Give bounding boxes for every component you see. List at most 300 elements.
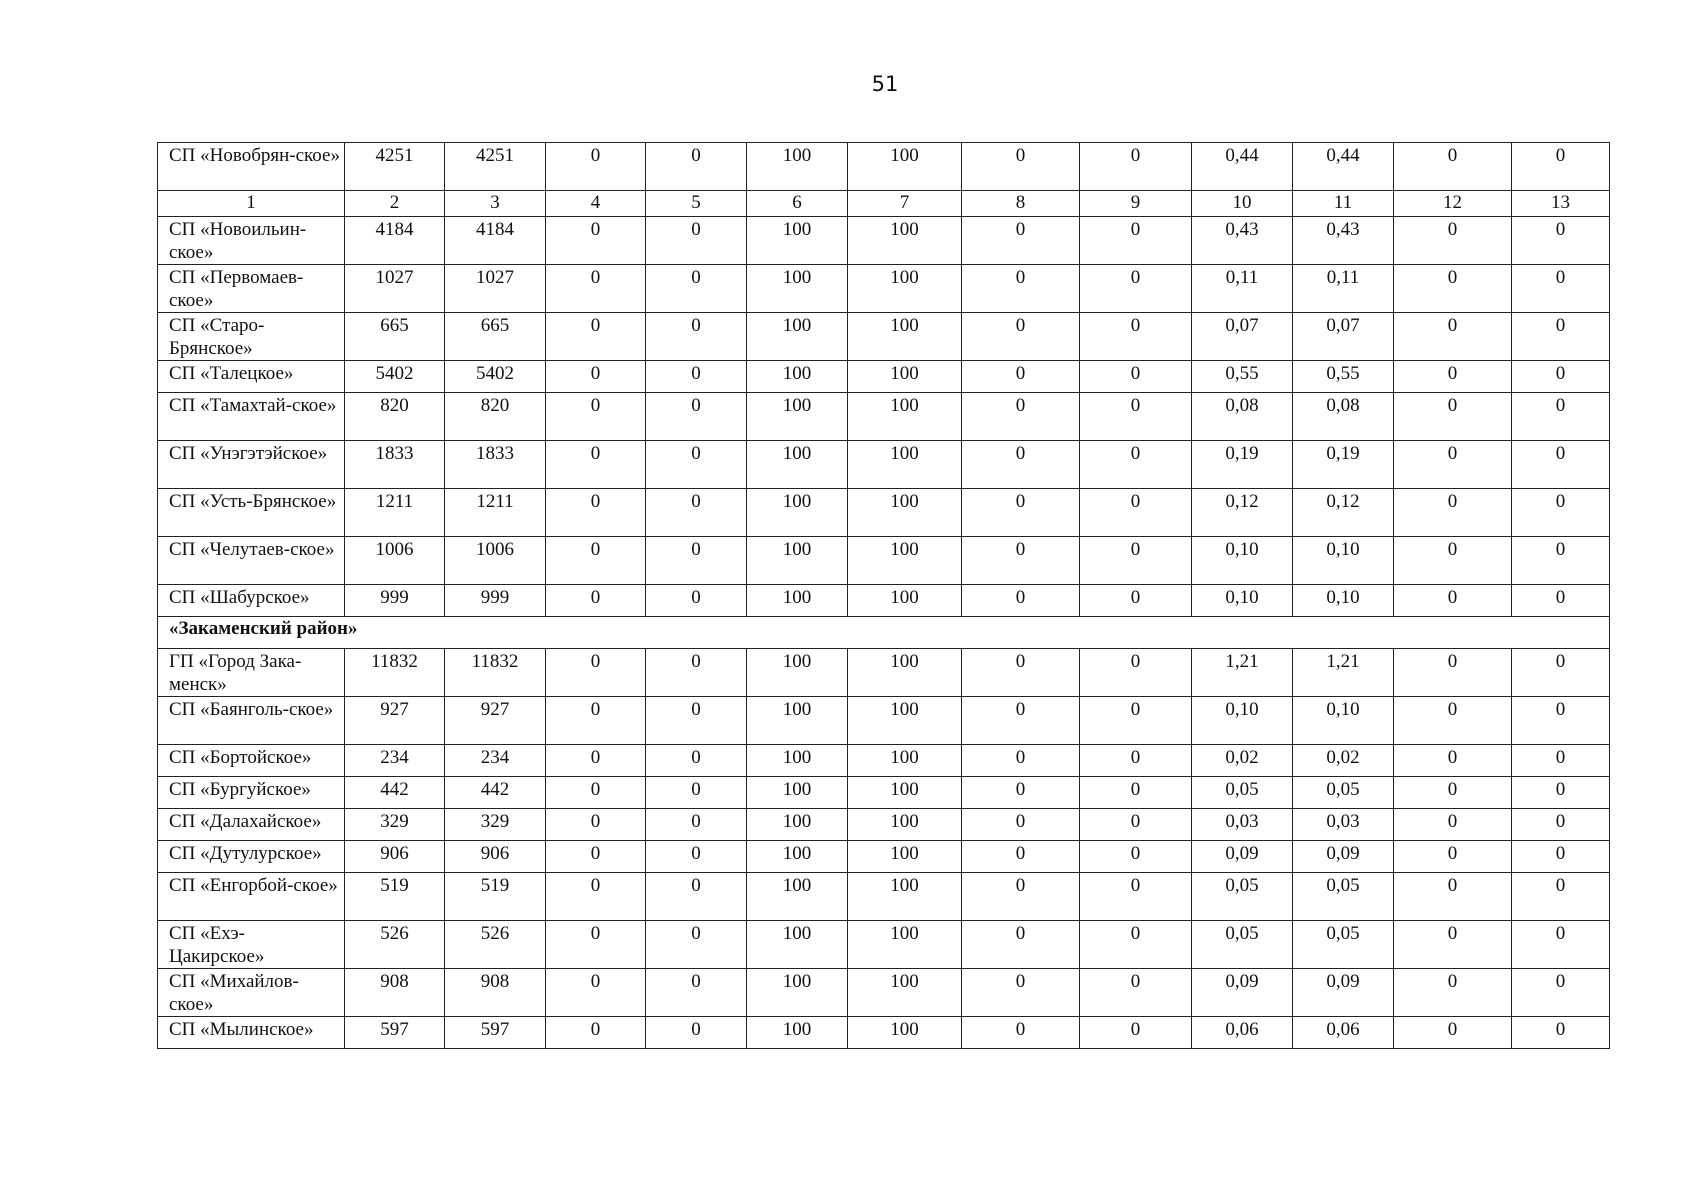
- cell-value: 100: [782, 699, 812, 720]
- value-cell-col-9: [1080, 777, 1192, 809]
- value-cell-col-11: [1293, 921, 1394, 969]
- value-cell-col-4: [546, 217, 646, 265]
- value-cell-col-7: [848, 777, 962, 809]
- value-cell-col-9: [1080, 217, 1192, 265]
- value-cell-col-6: [747, 841, 848, 873]
- value-cell-col-7: [848, 537, 962, 585]
- value-cell-col-7: [848, 143, 962, 191]
- value-cell-col-3: [445, 921, 546, 969]
- cell-value: 0: [1130, 699, 1141, 720]
- value-cell-col-8: [962, 489, 1080, 537]
- cell-value: 0,10: [1326, 539, 1360, 560]
- value-cell-col-13: [1512, 393, 1610, 441]
- value-cell-col-6: [747, 393, 848, 441]
- row-name-cell: [158, 745, 345, 777]
- value-cell-col-9: [1080, 841, 1192, 873]
- cell-value: 0: [1447, 219, 1458, 240]
- column-number-cell: 5: [646, 191, 747, 217]
- cell-value: 0: [1015, 747, 1026, 768]
- cell-value: 100: [890, 219, 919, 240]
- value-cell-col-7: [848, 489, 962, 537]
- cell-value: 0: [1447, 315, 1458, 336]
- value-cell-col-3: [445, 143, 546, 191]
- cell-value: 0: [1555, 267, 1566, 288]
- cell-value: 0: [1015, 811, 1026, 832]
- cell-value: 0: [590, 219, 601, 240]
- cell-value: 4184: [476, 219, 514, 240]
- value-cell-col-6: [747, 143, 848, 191]
- cell-value: 0: [1447, 699, 1458, 720]
- value-cell-col-6: [747, 809, 848, 841]
- cell-value: 1006: [375, 539, 414, 560]
- value-cell-col-13: [1512, 361, 1610, 393]
- value-cell-col-4: [546, 489, 646, 537]
- value-cell-col-9: [1080, 313, 1192, 361]
- value-cell-col-9: [1080, 393, 1192, 441]
- row-name: СП «Тамахтай-ское»: [169, 395, 337, 416]
- cell-value: 0: [1015, 491, 1026, 512]
- cell-value: 329: [480, 811, 510, 832]
- cell-value: 0: [1130, 395, 1141, 416]
- table-row: [158, 777, 1610, 809]
- value-cell-col-8: [962, 313, 1080, 361]
- value-cell-col-7: [848, 585, 962, 617]
- value-cell-col-12: [1394, 1017, 1512, 1049]
- table-row: [158, 969, 1610, 1017]
- section-header-row: [158, 617, 1610, 649]
- cell-value: 0: [1015, 779, 1026, 800]
- cell-value: 526: [380, 923, 409, 944]
- value-cell-col-4: [546, 921, 646, 969]
- value-cell-col-12: [1394, 217, 1512, 265]
- value-cell-col-13: [1512, 1017, 1610, 1049]
- column-number-cell: 2: [345, 191, 445, 217]
- value-cell-col-10: [1192, 585, 1293, 617]
- cell-value: 0,10: [1225, 539, 1259, 560]
- value-cell-col-12: [1394, 809, 1512, 841]
- cell-value: 0: [1447, 651, 1458, 672]
- cell-value: 0: [590, 145, 601, 166]
- cell-value: 0: [691, 747, 701, 768]
- cell-value: 100: [782, 811, 812, 832]
- cell-value: 0: [1555, 875, 1566, 896]
- value-cell-col-2: [345, 969, 445, 1017]
- value-cell-col-6: [747, 697, 848, 745]
- value-cell-col-2: [345, 537, 445, 585]
- cell-value: 0,07: [1326, 315, 1360, 336]
- cell-value: 0: [1555, 315, 1566, 336]
- table-row: [158, 361, 1610, 393]
- cell-value: 0: [590, 363, 601, 384]
- value-cell-col-9: [1080, 745, 1192, 777]
- cell-value: 5402: [375, 363, 414, 384]
- value-cell-col-9: [1080, 143, 1192, 191]
- value-cell-col-7: [848, 697, 962, 745]
- value-cell-col-2: [345, 841, 445, 873]
- cell-value: 100: [890, 875, 919, 896]
- row-name: СП «Новоильин-ское»: [169, 219, 307, 263]
- cell-value: 0,02: [1326, 747, 1360, 768]
- cell-value: 0: [1555, 395, 1566, 416]
- row-name-cell: [158, 265, 345, 313]
- value-cell-col-10: [1192, 649, 1293, 697]
- row-name-cell: [158, 393, 345, 441]
- cell-value: 0: [1015, 587, 1026, 608]
- value-cell-col-7: [848, 873, 962, 921]
- value-cell-col-2: [345, 1017, 445, 1049]
- value-cell-col-8: [962, 217, 1080, 265]
- value-cell-col-4: [546, 841, 646, 873]
- value-cell-col-6: [747, 969, 848, 1017]
- cell-value: 0,03: [1326, 811, 1360, 832]
- cell-value: 999: [480, 587, 510, 608]
- value-cell-col-11: [1293, 393, 1394, 441]
- cell-value: 0: [1130, 145, 1141, 166]
- cell-value: 100: [782, 539, 812, 560]
- cell-value: 234: [380, 747, 409, 768]
- value-cell-col-7: [848, 969, 962, 1017]
- cell-value: 0: [1130, 779, 1141, 800]
- cell-value: 234: [480, 747, 510, 768]
- cell-value: 100: [890, 267, 919, 288]
- cell-value: 0: [590, 779, 601, 800]
- cell-value: 0,05: [1225, 923, 1259, 944]
- value-cell-col-8: [962, 697, 1080, 745]
- value-cell-col-5: [646, 441, 747, 489]
- value-cell-col-13: [1512, 489, 1610, 537]
- value-cell-col-8: [962, 873, 1080, 921]
- value-cell-col-4: [546, 809, 646, 841]
- cell-value: 0,19: [1225, 443, 1259, 464]
- value-cell-col-4: [546, 585, 646, 617]
- value-cell-col-7: [848, 649, 962, 697]
- column-number-cell: 9: [1080, 191, 1192, 217]
- column-number-cell: 1: [158, 191, 345, 217]
- cell-value: 0: [1447, 587, 1458, 608]
- value-cell-col-4: [546, 143, 646, 191]
- row-name: СП «Талецкое»: [169, 363, 294, 384]
- cell-value: 927: [480, 699, 510, 720]
- value-cell-col-4: [546, 361, 646, 393]
- value-cell-col-12: [1394, 969, 1512, 1017]
- cell-value: 0: [590, 843, 601, 864]
- cell-value: 1027: [476, 267, 514, 288]
- value-cell-col-6: [747, 777, 848, 809]
- value-cell-col-4: [546, 873, 646, 921]
- cell-value: 0: [1130, 811, 1141, 832]
- cell-value: 0,10: [1225, 587, 1259, 608]
- cell-value: 0,07: [1225, 315, 1259, 336]
- cell-value: 100: [890, 971, 919, 992]
- value-cell-col-8: [962, 585, 1080, 617]
- table-row: [158, 649, 1610, 697]
- cell-value: 0: [1015, 315, 1026, 336]
- cell-value: 1833: [476, 443, 514, 464]
- value-cell-col-10: [1192, 745, 1293, 777]
- table-row: [158, 313, 1610, 361]
- value-cell-col-6: [747, 1017, 848, 1049]
- value-cell-col-11: [1293, 537, 1394, 585]
- value-cell-col-7: [848, 265, 962, 313]
- cell-value: 0: [1447, 811, 1458, 832]
- cell-value: 1,21: [1225, 651, 1259, 672]
- cell-value: 597: [480, 1019, 510, 1040]
- cell-value: 100: [782, 651, 812, 672]
- value-cell-col-10: [1192, 143, 1293, 191]
- value-cell-col-4: [546, 393, 646, 441]
- cell-value: 1,21: [1326, 651, 1360, 672]
- cell-value: 0,05: [1225, 779, 1259, 800]
- row-name: СП «Первомаев-ское»: [169, 267, 304, 311]
- cell-value: 0,44: [1326, 145, 1360, 166]
- cell-value: 0,19: [1326, 443, 1360, 464]
- value-cell-col-13: [1512, 441, 1610, 489]
- table-row: [158, 841, 1610, 873]
- value-cell-col-11: [1293, 1017, 1394, 1049]
- value-cell-col-3: [445, 745, 546, 777]
- section-title: «Закаменский район»: [158, 617, 1610, 649]
- value-cell-col-9: [1080, 361, 1192, 393]
- cell-value: 0: [1015, 651, 1026, 672]
- cell-value: 927: [380, 699, 409, 720]
- row-name: СП «Шабурское»: [169, 587, 310, 608]
- value-cell-col-3: [445, 393, 546, 441]
- value-cell-col-7: [848, 809, 962, 841]
- cell-value: 0: [590, 811, 601, 832]
- value-cell-col-3: [445, 441, 546, 489]
- cell-value: 0,05: [1326, 923, 1360, 944]
- value-cell-col-5: [646, 969, 747, 1017]
- row-name-cell: [158, 441, 345, 489]
- table-row: [158, 809, 1610, 841]
- row-name: СП «Челутаев-ское»: [169, 539, 335, 560]
- cell-value: 0: [691, 779, 701, 800]
- value-cell-col-11: [1293, 969, 1394, 1017]
- cell-value: 0: [1130, 651, 1141, 672]
- value-cell-col-4: [546, 1017, 646, 1049]
- value-cell-col-3: [445, 489, 546, 537]
- value-cell-col-2: [345, 489, 445, 537]
- cell-value: 100: [890, 363, 919, 384]
- cell-value: 0: [590, 651, 601, 672]
- cell-value: 0: [1555, 443, 1566, 464]
- table-row: [158, 143, 1610, 191]
- cell-value: 100: [782, 747, 812, 768]
- cell-value: 906: [480, 843, 510, 864]
- value-cell-col-12: [1394, 393, 1512, 441]
- cell-value: 0: [1447, 747, 1458, 768]
- value-cell-col-2: [345, 697, 445, 745]
- row-name-cell: [158, 217, 345, 265]
- value-cell-col-4: [546, 969, 646, 1017]
- value-cell-col-2: [345, 745, 445, 777]
- cell-value: 0: [1130, 1019, 1141, 1040]
- value-cell-col-13: [1512, 143, 1610, 191]
- value-cell-col-10: [1192, 489, 1293, 537]
- value-cell-col-5: [646, 393, 747, 441]
- cell-value: 0,02: [1225, 747, 1259, 768]
- row-name-cell: [158, 809, 345, 841]
- value-cell-col-12: [1394, 841, 1512, 873]
- cell-value: 0: [590, 539, 601, 560]
- cell-value: 0: [1555, 923, 1566, 944]
- row-name: ГП «Город Зака-менск»: [169, 651, 302, 695]
- value-cell-col-12: [1394, 697, 1512, 745]
- value-cell-col-8: [962, 841, 1080, 873]
- cell-value: 4251: [476, 145, 514, 166]
- value-cell-col-5: [646, 361, 747, 393]
- value-cell-col-11: [1293, 841, 1394, 873]
- cell-value: 0: [1130, 747, 1141, 768]
- value-cell-col-3: [445, 537, 546, 585]
- cell-value: 0: [1130, 875, 1141, 896]
- column-number-cell: 6: [747, 191, 848, 217]
- cell-value: 0,05: [1326, 875, 1360, 896]
- value-cell-col-13: [1512, 217, 1610, 265]
- value-cell-col-12: [1394, 143, 1512, 191]
- value-cell-col-12: [1394, 921, 1512, 969]
- cell-value: 0: [691, 1019, 701, 1040]
- value-cell-col-7: [848, 921, 962, 969]
- cell-value: 0: [1130, 971, 1141, 992]
- column-number-cell: 12: [1394, 191, 1512, 217]
- row-name: СП «Енгорбой-ское»: [169, 875, 338, 896]
- cell-value: 999: [380, 587, 409, 608]
- value-cell-col-10: [1192, 969, 1293, 1017]
- value-cell-col-13: [1512, 841, 1610, 873]
- value-cell-col-4: [546, 441, 646, 489]
- value-cell-col-7: [848, 1017, 962, 1049]
- value-cell-col-2: [345, 217, 445, 265]
- value-cell-col-12: [1394, 537, 1512, 585]
- value-cell-col-7: [848, 841, 962, 873]
- value-cell-col-6: [747, 585, 848, 617]
- value-cell-col-11: [1293, 489, 1394, 537]
- table-row: [158, 873, 1610, 921]
- cell-value: 0: [1015, 539, 1026, 560]
- cell-value: 100: [782, 1019, 812, 1040]
- value-cell-col-9: [1080, 873, 1192, 921]
- cell-value: 0,10: [1225, 699, 1259, 720]
- value-cell-col-2: [345, 393, 445, 441]
- table-row: [158, 585, 1610, 617]
- cell-value: 0,09: [1225, 843, 1259, 864]
- value-cell-col-10: [1192, 441, 1293, 489]
- cell-value: 100: [890, 1019, 919, 1040]
- value-cell-col-6: [747, 489, 848, 537]
- cell-value: 0: [590, 747, 601, 768]
- cell-value: 0: [691, 923, 701, 944]
- value-cell-col-4: [546, 777, 646, 809]
- value-cell-col-3: [445, 777, 546, 809]
- value-cell-col-8: [962, 969, 1080, 1017]
- table-row: [158, 441, 1610, 489]
- column-number-cell: 7: [848, 191, 962, 217]
- value-cell-col-5: [646, 873, 747, 921]
- value-cell-col-11: [1293, 313, 1394, 361]
- value-cell-col-3: [445, 809, 546, 841]
- value-cell-col-7: [848, 313, 962, 361]
- value-cell-col-8: [962, 361, 1080, 393]
- cell-value: 519: [480, 875, 510, 896]
- cell-value: 442: [380, 779, 409, 800]
- value-cell-col-9: [1080, 809, 1192, 841]
- page-number: 51: [871, 72, 899, 96]
- value-cell-col-8: [962, 745, 1080, 777]
- cell-value: 0: [1015, 699, 1026, 720]
- value-cell-col-13: [1512, 745, 1610, 777]
- cell-value: 0: [691, 651, 701, 672]
- value-cell-col-8: [962, 537, 1080, 585]
- cell-value: 1211: [476, 491, 514, 512]
- cell-value: 0: [1447, 779, 1458, 800]
- value-cell-col-10: [1192, 697, 1293, 745]
- value-cell-col-6: [747, 649, 848, 697]
- value-cell-col-7: [848, 393, 962, 441]
- cell-value: 0: [1015, 843, 1026, 864]
- value-cell-col-4: [546, 649, 646, 697]
- value-cell-col-5: [646, 777, 747, 809]
- value-cell-col-2: [345, 265, 445, 313]
- cell-value: 0: [691, 539, 701, 560]
- cell-value: 0: [1015, 923, 1026, 944]
- table-row: [158, 489, 1610, 537]
- cell-value: 0: [1015, 363, 1026, 384]
- cell-value: 0: [1555, 145, 1566, 166]
- cell-value: 0: [1555, 1019, 1566, 1040]
- cell-value: 100: [782, 587, 812, 608]
- value-cell-col-2: [345, 873, 445, 921]
- cell-value: 0: [1447, 443, 1458, 464]
- cell-value: 100: [890, 843, 919, 864]
- cell-value: 5402: [476, 363, 514, 384]
- value-cell-col-5: [646, 649, 747, 697]
- cell-value: 0: [1130, 363, 1141, 384]
- value-cell-col-13: [1512, 697, 1610, 745]
- cell-value: 0: [1015, 443, 1026, 464]
- cell-value: 0: [691, 843, 701, 864]
- value-cell-col-2: [345, 441, 445, 489]
- row-name-cell: [158, 649, 345, 697]
- cell-value: 597: [380, 1019, 409, 1040]
- cell-value: 0: [1130, 443, 1141, 464]
- row-name-cell: [158, 313, 345, 361]
- value-cell-col-2: [345, 649, 445, 697]
- value-cell-col-11: [1293, 143, 1394, 191]
- cell-value: 100: [782, 219, 812, 240]
- cell-value: 0,43: [1326, 219, 1360, 240]
- cell-value: 0,05: [1225, 875, 1259, 896]
- cell-value: 908: [380, 971, 409, 992]
- cell-value: 100: [890, 443, 919, 464]
- row-name-cell: [158, 841, 345, 873]
- value-cell-col-8: [962, 441, 1080, 489]
- cell-value: 100: [782, 923, 812, 944]
- value-cell-col-8: [962, 809, 1080, 841]
- value-cell-col-9: [1080, 1017, 1192, 1049]
- cell-value: 0: [590, 1019, 601, 1040]
- cell-value: 100: [890, 491, 919, 512]
- row-name: СП «Старо-Брянское»: [169, 315, 265, 359]
- value-cell-col-9: [1080, 697, 1192, 745]
- value-cell-col-2: [345, 809, 445, 841]
- value-cell-col-11: [1293, 217, 1394, 265]
- value-cell-col-6: [747, 361, 848, 393]
- row-name-cell: [158, 489, 345, 537]
- cell-value: 100: [782, 875, 812, 896]
- value-cell-col-3: [445, 697, 546, 745]
- row-name-cell: [158, 777, 345, 809]
